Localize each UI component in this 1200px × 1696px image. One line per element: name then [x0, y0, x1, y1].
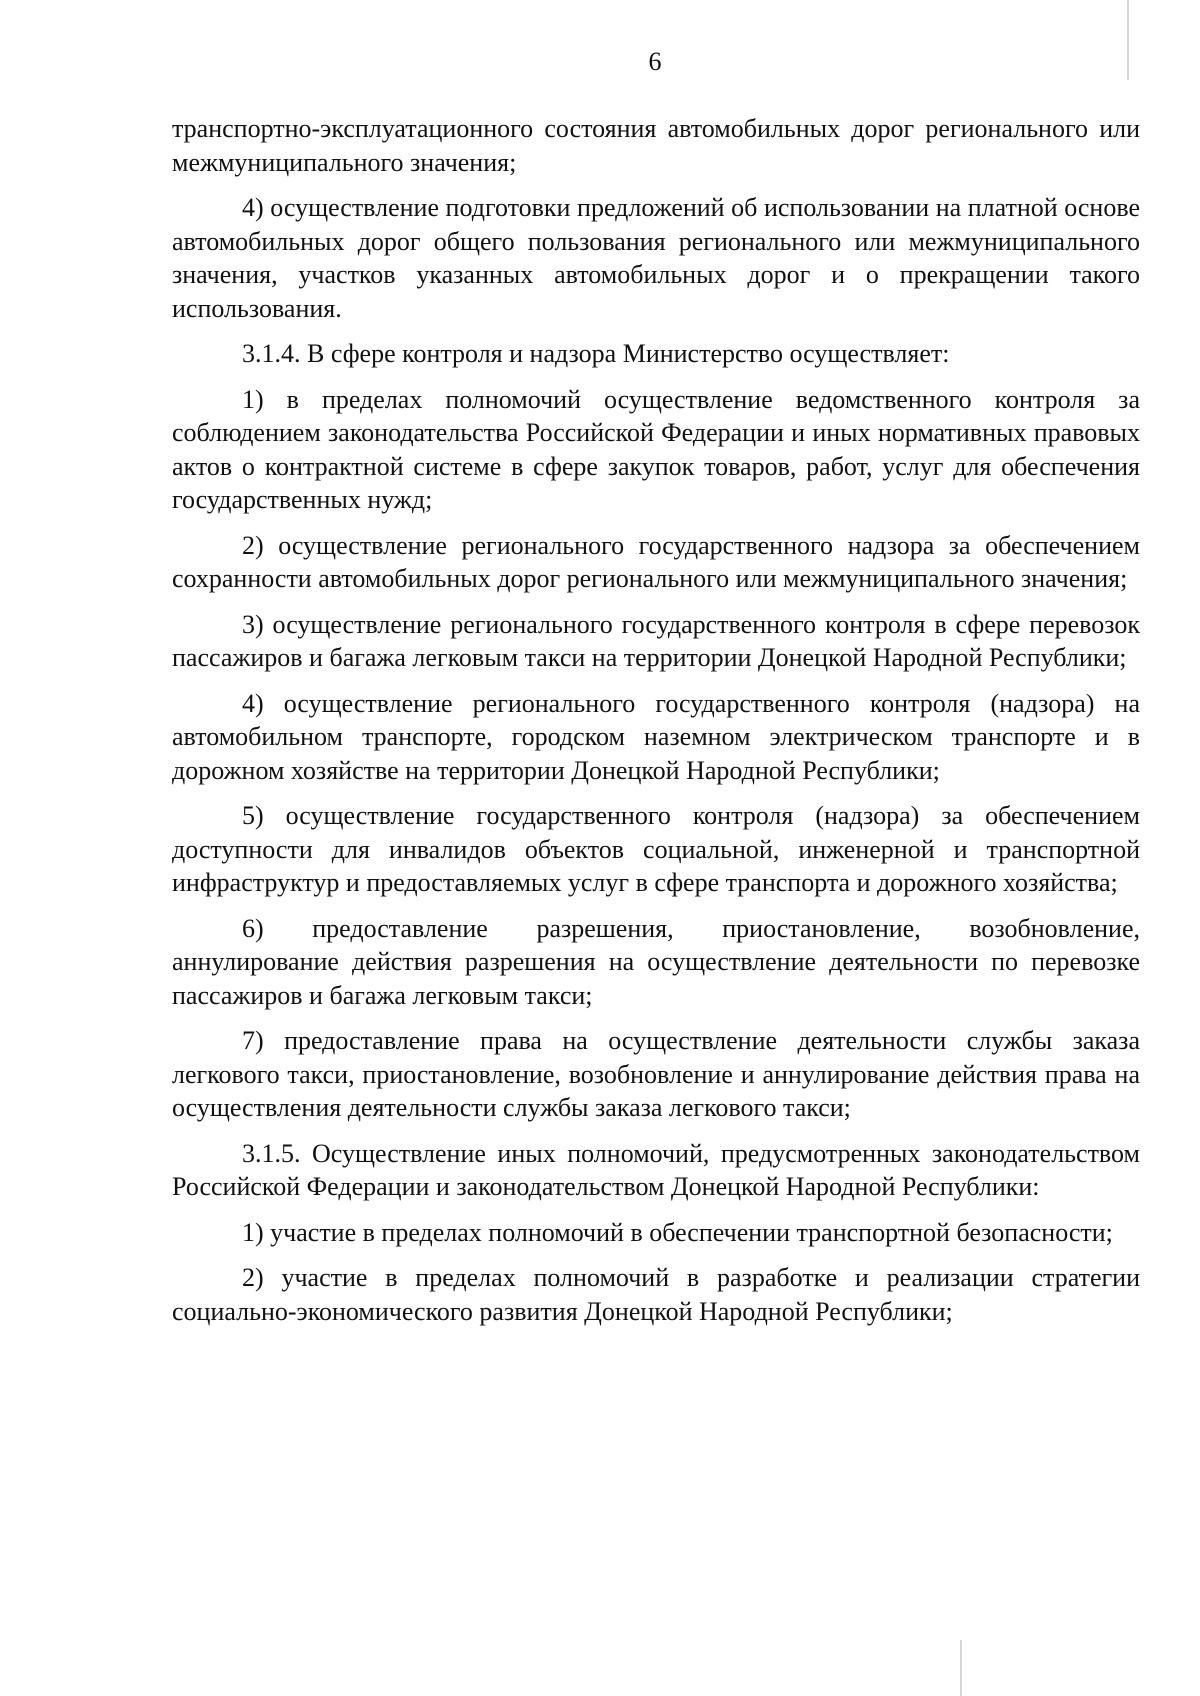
document-body: [172, 112, 1140, 1340]
paragraph-item-3-1-4-3: 3) осуществление регионального государственного контроля в сфере перевозок пассажиров и багажа легковым такси на территории Донецкой Народной Республики;: [172, 609, 1140, 672]
paragraph-item-3-1-4-1: 1) в пределах полномочий осуществление ведомственного контроля за соблюдением законодательства Российской Федерации и иных нормативных правовых актов о контрактной системе в сфере закупок товаров, работ, услуг для обеспечения государственных нужд;: [172, 384, 1140, 514]
page-number: 6: [648, 47, 662, 76]
paragraph-item-3-1-4-4: 4) осуществление регионального государственного контроля (надзора) на автомобильном транспорте, городском наземном электрическом транспорте и в дорожном хозяйстве на территории Донецкой Народной Республики;: [172, 688, 1140, 785]
paragraph-item-3-1-4-7: 7) предоставление права на осуществление деятельности службы заказа легкового такси, приостановление, возобновление и аннулирование действия права на осуществления деятельности службы заказа легкового такси;: [172, 1026, 1140, 1122]
section-heading-3-1-4: 3.1.4. В сфере контроля и надзора Министерство осуществляет:: [242, 339, 950, 368]
paragraph-item-3-1-5-1: 1) участие в пределах полномочий в обеспечении транспортной безопасности;: [242, 1217, 1113, 1247]
paragraph-item-3-1-4-5: 5) осуществление государственного контроля (надзора) за обеспечением доступности для инвалидов объектов социальной, инженерной и транспортной инфраструктур и предоставляемых услуг в сфере транспорта и дорожного хозяйства;: [172, 801, 1140, 897]
paragraph-item-3-1-4-6: 6) предоставление разрешения, приостановление, возобновление, аннулирование действия разрешения на осуществление деятельности по перевозке пассажиров и багажа легковым такси;: [172, 913, 1140, 1010]
paragraph-item-3-1-3-4: 4) осуществление подготовки предложений об использовании на платной основе автомобильных дорог общего пользования регионального или межмуниципального значения, участков указанных автомобильных дорог и о прекращении такого использования.: [172, 193, 1140, 323]
paragraph-item-3-1-5-2: 2) участие в пределах полномочий в разработке и реализации стратегии социально-экономического развития Донецкой Народной Республики;: [172, 1263, 1140, 1326]
paragraph-item-3-1-4-2: 2) осуществление регионального государственного надзора за обеспечением сохранности автомобильных дорог регионального или межмуниципального значения;: [172, 530, 1140, 593]
scan-artifact-bottom: [960, 1640, 962, 1696]
paragraph-continuation: транспортно-эксплуатационного состояния автомобильных дорог регионального или межмуниципального значения;: [172, 114, 1140, 177]
section-heading-3-1-5: 3.1.5. Осуществление иных полномочий, предусмотренных законодательством Российской Федерации и законодательством Донецкой Народной Республики:: [172, 1138, 1140, 1201]
